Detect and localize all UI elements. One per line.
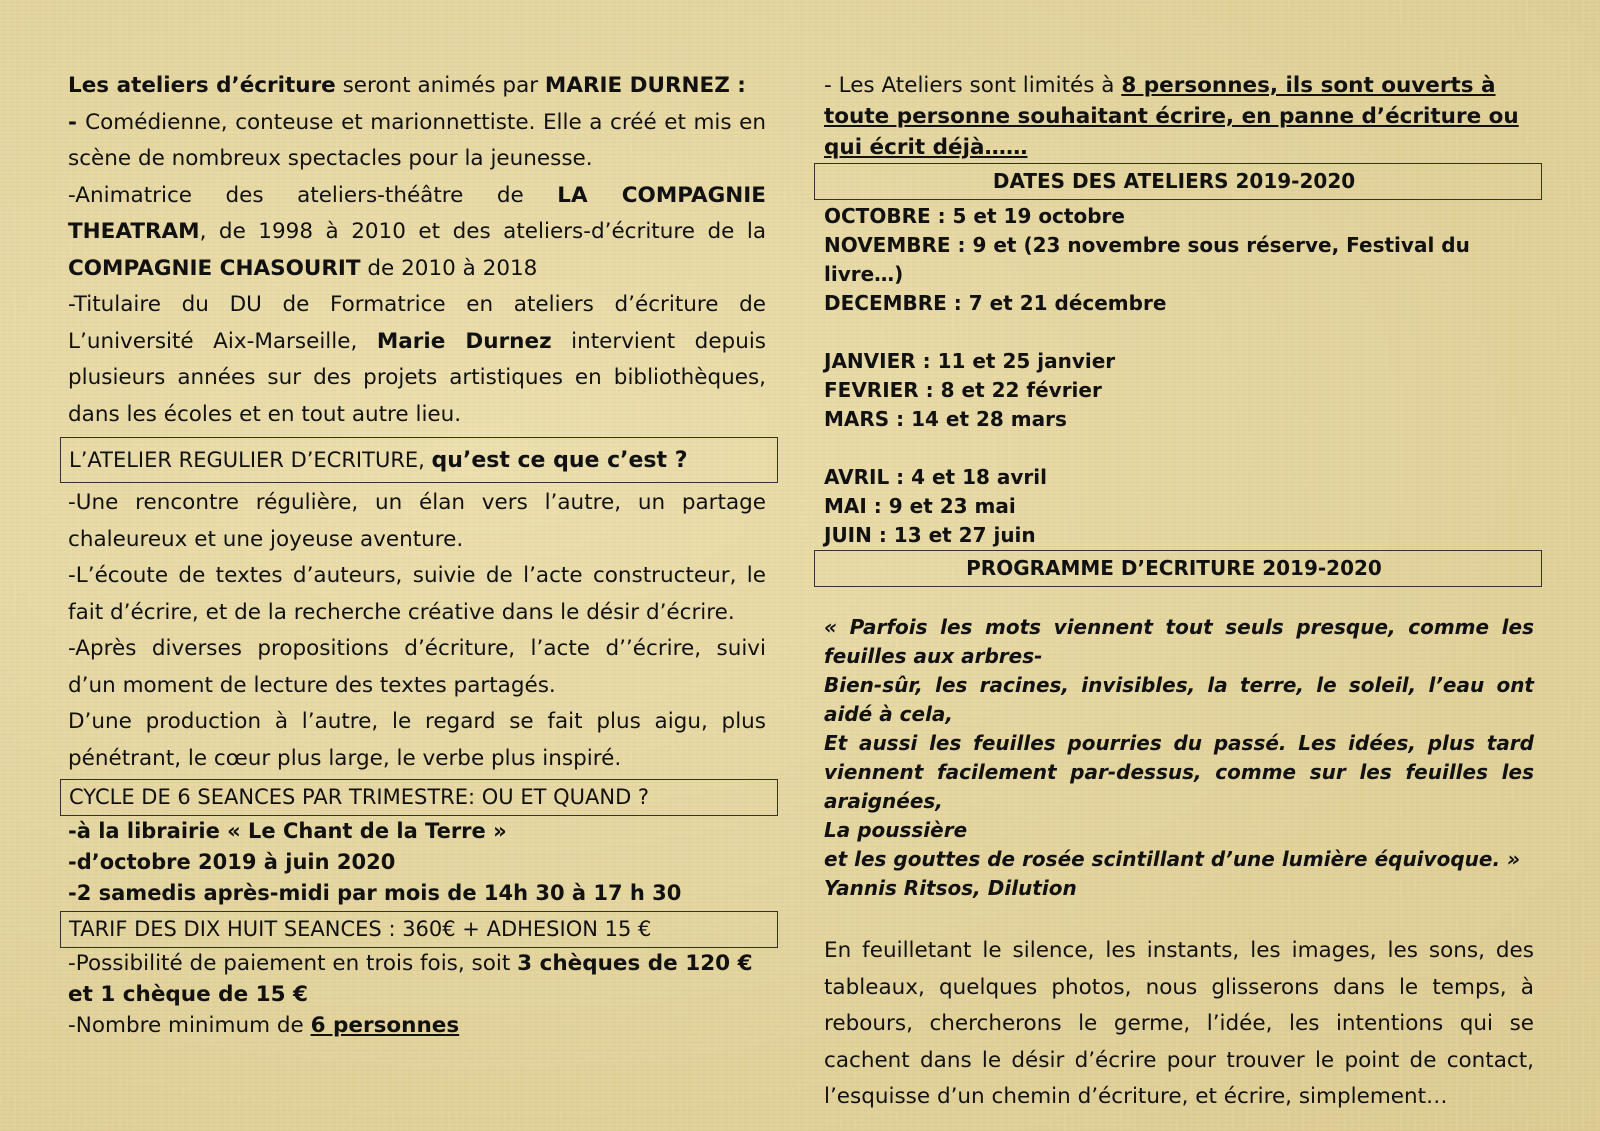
titulaire-text-a: -Titulaire du DU de Formatrice en ateliers d’écriture de L’université Aix-Marseille, — [68, 292, 766, 354]
poem-author: Yannis Ritsos, Dilution — [824, 876, 1077, 900]
atelier-heading-box — [60, 437, 778, 483]
poem-line: Et aussi les feuilles pourries du passé. Les idées, plus tard viennent facilement par-dessus, comme sur les feuilles les araignées, — [824, 731, 1534, 813]
titulaire-name: Marie Durnez — [376, 328, 552, 354]
poem-line: Bien-sûr, les racines, invisibles, la terre, le soleil, l’eau ont aidé à cela, — [824, 673, 1534, 726]
atelier-heading-b: qu’est ce que c’est ? — [431, 448, 688, 473]
poem-block — [824, 613, 1534, 903]
tarif-heading-box — [60, 911, 778, 948]
intro-bold-title: Les ateliers d’écriture — [68, 73, 336, 98]
intro-text: seront animés par — [335, 73, 545, 98]
dates-heading: DATES DES ATELIERS 2019-2020 — [992, 169, 1356, 193]
animatrice-paragraph — [68, 178, 766, 288]
dates-list — [824, 202, 1544, 550]
date-item: MAI : 9 et 23 mai — [824, 494, 1016, 518]
para-production: D’une production à l’autre, le regard se fait plus aigu, plus pénétrant, le cœur plus large, le verbe plus inspiré. — [68, 709, 766, 771]
anim-text-e: de 2010 à 2018 — [360, 255, 538, 281]
atelier-heading-a: L’ATELIER REGULIER D’ECRITURE, — [69, 448, 432, 472]
date-item: JANVIER : 11 et 25 janvier — [824, 349, 1116, 373]
anim-company-2: COMPAGNIE CHASOURIT — [68, 255, 361, 281]
poem-line: et les gouttes de rosée scintillant d’une lumière équivoque. » — [824, 847, 1520, 871]
poem-line: « Parfois les mots viennent tout seuls presque, comme les feuilles aux arbres- — [824, 615, 1534, 668]
intro-description: Comédienne, conteuse et marionnettiste. Elle a créé et mis en scène de nombreux spectacles pour la jeunesse. — [68, 109, 766, 171]
cycle-heading: CYCLE DE 6 SEANCES PAR TRIMESTRE: OU ET QUAND ? — [69, 785, 650, 809]
limit-paragraph — [824, 70, 1544, 163]
minimum-paragraph — [68, 1010, 766, 1041]
intro-dash: - — [68, 109, 86, 135]
limit-details: 8 personnes, ils sont ouverts à toute personne souhaitant écrire, en panne d’écriture ou qui écrit déjà…… — [824, 73, 1519, 160]
left-column — [68, 68, 766, 1041]
date-item: MARS : 14 et 28 mars — [824, 407, 1067, 431]
where-line: -à la librairie « Le Chant de la Terre » — [68, 819, 507, 843]
titulaire-text-c: intervient depuis plusieurs années sur des projets artistiques en bibliothèques, dans les écoles et en tout autre lieu. — [68, 328, 767, 427]
right-column — [824, 70, 1544, 1116]
dates-heading-box — [814, 163, 1542, 200]
intro-paragraph — [68, 68, 766, 178]
date-item: OCTOBRE : 5 et 19 octobre — [824, 204, 1125, 228]
closing-paragraph: En feuilletant le silence, les instants, les images, les sons, des tableaux, quelques photos, nous glisserons dans le temps, à rebours, chercherons le germe, l’idée, les intentions qui se cachent dans le désir d’écrire pour trouver le point de contact, l’esquisse d’un chemin d’écriture, et écrire, simplement… — [824, 938, 1534, 1109]
programme-heading-box — [814, 550, 1542, 587]
para-apres: -Après diverses propositions d’écriture, l’acte d’’écrire, suivi d’un moment de lecture des textes partagés. — [68, 636, 766, 698]
anim-text-a: -Animatrice des ateliers-théâtre de — [68, 182, 558, 208]
payment-paragraph — [68, 948, 766, 1010]
intro-name: MARIE DURNEZ : — [544, 73, 746, 98]
tarif-heading: TARIF DES DIX HUIT SEANCES : 360€ + ADHESION 15 € — [69, 917, 652, 941]
poem-line: La poussière — [824, 818, 968, 842]
where-when-list — [68, 816, 766, 909]
anim-text-c: , de 1998 à 2010 et des ateliers-d’écriture de la — [199, 219, 766, 244]
titulaire-paragraph — [68, 287, 766, 433]
date-item: JUIN : 13 et 27 juin — [824, 523, 1036, 547]
date-item: NOVEMBRE : 9 et (23 novembre sous réserve, Festival du livre…) — [824, 233, 1470, 286]
para-rencontre: -Une rencontre régulière, un élan vers l’autre, un partage chaleureux et une joyeuse aventure. — [68, 490, 766, 552]
payment-amount: 3 chèques de 120 € et 1 chèque de 15 € — [68, 951, 753, 1007]
para-ecoute: -L’écoute de textes d’auteurs, suivie de l’acte constructeur, le fait d’écrire, et de la recherche créative dans le désir d’écrire. — [68, 563, 766, 625]
date-item: AVRIL : 4 et 18 avril — [824, 465, 1047, 489]
minimum-text: -Nombre minimum de — [68, 1013, 311, 1038]
minimum-count: 6 personnes — [310, 1013, 460, 1038]
schedule-line: -2 samedis après-midi par mois de 14h 30 à 17 h 30 — [68, 881, 682, 905]
anim-company-1: LA COMPAGNIE THEATRAM — [68, 182, 766, 244]
limit-text: - Les Ateliers sont limités à — [824, 73, 1122, 98]
when-line: -d’octobre 2019 à juin 2020 — [68, 850, 396, 874]
date-item: FEVRIER : 8 et 22 février — [824, 378, 1102, 402]
date-item: DECEMBRE : 7 et 21 décembre — [824, 291, 1167, 315]
programme-heading: PROGRAMME D’ECRITURE 2019-2020 — [966, 556, 1382, 580]
payment-text: -Possibilité de paiement en trois fois, soit — [68, 951, 518, 976]
cycle-heading-box — [60, 779, 778, 816]
